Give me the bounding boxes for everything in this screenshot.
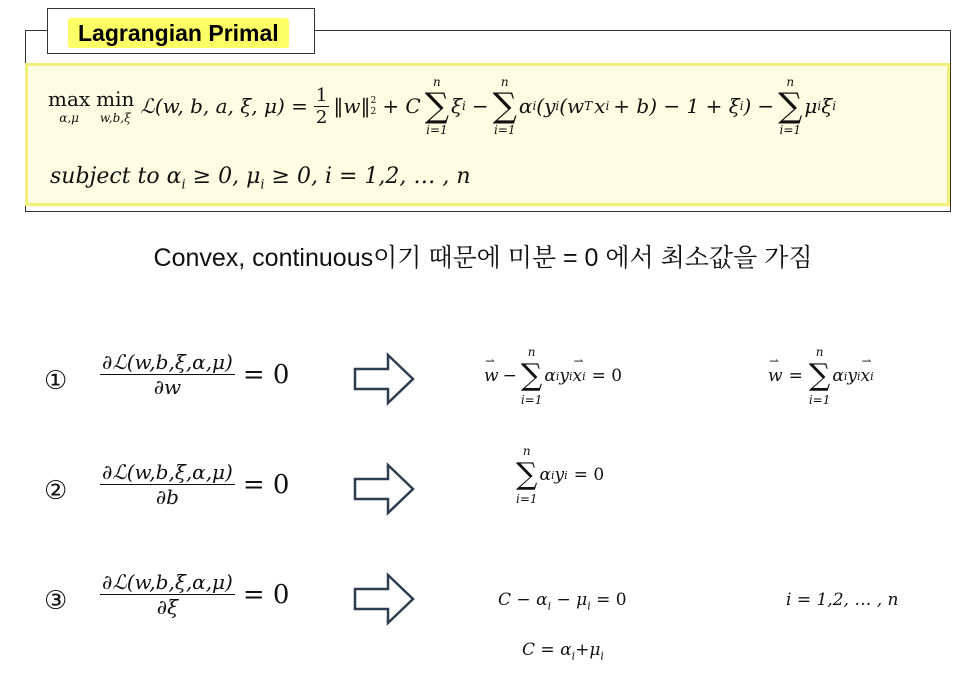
weight-norm: ‖w‖ — [333, 94, 371, 118]
right-arrow-icon — [352, 462, 416, 516]
sum2-lower: i=1 — [494, 123, 516, 137]
minus-sign-1: − — [471, 94, 489, 118]
result-w-equation: ⇀ w − n ∑ i=1 α i y i ⇀ x i = 0 — [484, 345, 623, 407]
derivative-w — [100, 350, 289, 399]
bracket-y-index: i — [555, 99, 560, 113]
derivative-w-equals: = 0 — [242, 359, 290, 390]
constraint-line — [50, 164, 471, 192]
result-xi-minus-1: − — [516, 590, 531, 610]
derivative-w-denominator: ∂w — [153, 375, 182, 399]
half-numerator: 1 — [315, 84, 328, 106]
result-xi-c: C — [498, 590, 512, 610]
mu-xi-index: i — [832, 99, 837, 113]
note-w-sigma: ∑ — [808, 358, 831, 393]
note-w-vector: w — [768, 366, 783, 386]
index-range-note: i = 1,2, … , n — [786, 590, 899, 610]
mu-term: μ — [804, 94, 818, 118]
sum2-upper: n — [500, 75, 509, 89]
result-w-minus: − — [502, 366, 517, 386]
derivative-w-numerator: ∂ℒ(w,b,ξ,α,μ) — [102, 350, 233, 374]
convexity-note: Convex, continuous이기 때문에 미분 = 0 에서 최소값을 가짐 — [153, 244, 813, 272]
alpha-term: α — [518, 94, 533, 118]
note-w-alpha-index: i — [843, 369, 848, 383]
result-xi-mu: μ — [576, 590, 588, 610]
result-w-y: y — [559, 366, 569, 386]
constraint-mu-index: i — [260, 177, 265, 193]
note-w-sum-lower: i=1 — [808, 393, 831, 407]
xi-term: ξ — [451, 94, 463, 118]
result-xi2-alpha: α — [560, 640, 572, 660]
derivative-xi-numerator: ∂ℒ(w,b,ξ,α,μ) — [102, 570, 233, 594]
result-xi-equation — [498, 590, 627, 612]
constraint-end: ≥ 0, i = 1,2, … , n — [271, 164, 471, 189]
alpha-index: i — [532, 99, 537, 113]
result-xi2-plus: + — [575, 640, 590, 660]
result-w-sum-lower: i=1 — [520, 393, 543, 407]
min-operator: min — [96, 87, 135, 111]
min-subscript: w,b,ξ — [99, 111, 131, 125]
result-w-sum-upper: n — [527, 345, 536, 359]
sum3-upper: n — [786, 75, 795, 89]
note-w-sum-upper: n — [815, 345, 824, 359]
result-b-alpha: α — [539, 465, 552, 485]
max-operator: max — [48, 87, 91, 111]
note-w-equation: ⇀ w = n ∑ i=1 α i y i ⇀ x i — [768, 345, 874, 407]
sum2-sigma: ∑ — [492, 86, 517, 126]
step-marker-1: ① — [44, 366, 68, 396]
result-xi-equals-zero: = 0 — [596, 590, 627, 610]
result-b-equation — [516, 444, 604, 506]
bracket-x-index: i — [605, 99, 610, 113]
minus-sign-2: − — [757, 94, 775, 118]
result-xi2-equals: = — [540, 640, 555, 660]
step-marker-3: ③ — [44, 586, 68, 616]
sum1-lower: i=1 — [426, 123, 448, 137]
lagrangian-lhs: ℒ(w, b, a, ξ, μ) = — [140, 94, 308, 118]
derivative-b-denominator: ∂b — [155, 485, 179, 509]
bracket-transpose: T — [584, 99, 593, 113]
result-w-alpha-index: i — [555, 369, 560, 383]
result-xi2-mu-index: i — [600, 649, 604, 663]
result-b-alpha-index: i — [551, 468, 555, 482]
result-xi-minus-2: − — [556, 590, 571, 610]
bracket-x: x — [594, 94, 606, 118]
max-subscript: α,μ — [59, 111, 79, 125]
note-w-x-index: i — [870, 369, 874, 383]
result-w-vector: w — [484, 366, 499, 386]
sum3-sigma: ∑ — [778, 86, 803, 126]
derivative-xi-denominator: ∂ξ — [156, 595, 179, 619]
result-b-sum-upper: n — [522, 444, 531, 458]
mu-index: i — [817, 99, 822, 113]
half-fraction — [314, 85, 329, 128]
result-xi2-c: C — [522, 640, 536, 660]
result-xi2-mu: μ — [589, 640, 601, 660]
derivative-b-numerator: ∂ℒ(w,b,ξ,α,μ) — [102, 460, 233, 484]
primal-objective — [48, 66, 938, 146]
right-arrow-icon — [352, 572, 416, 626]
step-marker-2: ② — [44, 476, 68, 506]
result-b-y: y — [554, 465, 565, 485]
result-b-y-index: i — [564, 468, 568, 482]
norm-power: 2 — [370, 95, 377, 106]
derivative-b-equals: = 0 — [242, 469, 290, 500]
result-xi2-alpha-index: i — [571, 649, 576, 663]
note-w-y: y — [847, 366, 857, 386]
mu-xi-term: ξ — [821, 94, 833, 118]
result-xi-alpha-index: i — [547, 599, 552, 613]
result-xi-equation-2 — [522, 640, 604, 662]
derivative-b — [100, 460, 289, 509]
constraint-alpha-index: i — [181, 177, 186, 193]
note-w-x-vector: x — [860, 366, 871, 386]
bracket-tail: + b) − 1 + ξ — [613, 94, 740, 118]
result-w-equals-zero: = 0 — [591, 366, 623, 386]
result-xi-mu-index: i — [587, 599, 591, 613]
xi-index: i — [462, 99, 466, 113]
sum1-upper: n — [433, 75, 441, 89]
result-xi-alpha: α — [536, 590, 548, 610]
c-term: + C — [382, 94, 421, 118]
result-b-equals-zero: = 0 — [573, 465, 605, 485]
bracket-w: (w — [559, 94, 585, 118]
derivative-xi-equals: = 0 — [242, 579, 290, 610]
note-w-equals: = — [788, 366, 803, 386]
result-w-x-vector: x — [572, 366, 583, 386]
derivative-xi — [100, 570, 289, 619]
page-title: Lagrangian Primal — [68, 18, 289, 48]
result-w-y-index: i — [568, 369, 573, 383]
result-b-sum-lower: i=1 — [516, 492, 538, 506]
bracket-close: ) — [743, 94, 752, 118]
result-b-sigma: ∑ — [516, 457, 538, 492]
result-w-sigma: ∑ — [520, 358, 543, 393]
result-w-x-index: i — [582, 369, 586, 383]
bracket-xi-index: i — [739, 99, 744, 113]
constraint-middle: ≥ 0, μ — [192, 164, 261, 189]
bracket-y: (y — [536, 94, 556, 118]
right-arrow-icon — [352, 352, 416, 406]
result-w-alpha: α — [544, 366, 556, 386]
note-w-y-index: i — [856, 369, 861, 383]
sum3-lower: i=1 — [779, 123, 802, 137]
half-denominator: 2 — [315, 106, 328, 128]
note-w-alpha: α — [832, 366, 844, 386]
norm-index: 2 — [370, 106, 377, 117]
sum1-sigma: ∑ — [424, 86, 450, 126]
constraint-text: subject to α — [50, 164, 182, 189]
